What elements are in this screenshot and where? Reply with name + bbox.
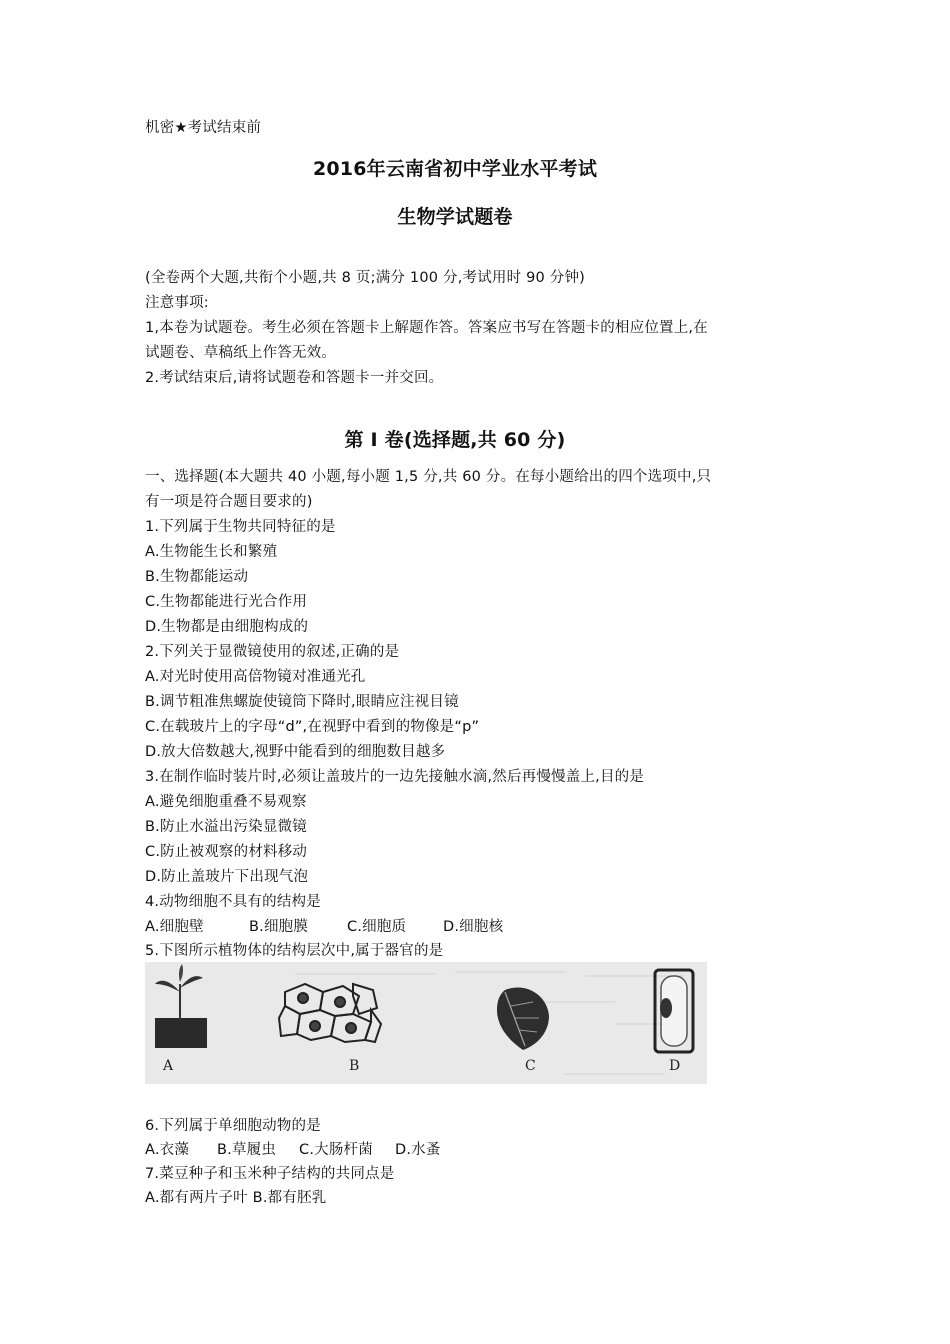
q1-stem: 1.下列属于生物共同特征的是 — [145, 519, 336, 535]
q2-stem: 2.下列关于显微镜使用的叙述,正确的是 — [145, 644, 400, 660]
seedling-illustration — [155, 964, 207, 1048]
q1-option-a: A.生物能生长和繁殖 — [145, 544, 278, 560]
q6-option-b: B.草履虫 — [217, 1142, 277, 1158]
q2-option-b: B.调节粗准焦螺旋使镜筒下降时,眼睛应注视目镜 — [145, 694, 459, 710]
q6-option-d: D.水蚤 — [395, 1142, 441, 1158]
notice-1-line2: 试题卷、草稿纸上作答无效。 — [145, 345, 337, 361]
q3-option-a: A.避免细胞重叠不易观察 — [145, 794, 307, 810]
q2-option-d: D.放大倍数越大,视野中能看到的细胞数目越多 — [145, 744, 446, 760]
exam-summary: (全卷两个大题,共衔个小题,共 8 页;满分 100 分,考试用时 90 分钟) — [145, 270, 586, 286]
q4-option-c: C.细胞质 — [347, 919, 407, 935]
q4-option-a: A.细胞壁 — [145, 919, 204, 935]
q1-option-c: C.生物都能进行光合作用 — [145, 594, 308, 610]
q2-option-c: C.在载玻片上的字母“d”,在视野中看到的物像是“p” — [145, 719, 480, 735]
notice-1-line1: 1,本卷为试题卷。考生必须在答题卡上解题作答。答案应书写在答题卡的相应位置上,在 — [145, 320, 708, 336]
part1-heading: 第 I 卷(选择题,共 60 分) — [344, 429, 566, 451]
notice-2: 2.考试结束后,请将试题卷和答题卡一并交回。 — [145, 370, 444, 386]
q3-option-b: B.防止水溢出污染显微镜 — [145, 819, 307, 835]
q4-option-d: D.细胞核 — [443, 919, 504, 935]
exam-title: 2016年云南省初中学业水平考试 — [312, 158, 598, 180]
figure-label-c: C — [525, 1058, 536, 1074]
secret-mark: 机密★考试结束前 — [145, 120, 262, 136]
plant-cell-illustration — [655, 970, 693, 1052]
q7-options-ab: A.都有两片子叶 B.都有胚乳 — [145, 1190, 327, 1206]
q3-option-d: D.防止盖玻片下出现气泡 — [145, 869, 309, 885]
q1-option-b: B.生物都能运动 — [145, 569, 249, 585]
q4-option-b: B.细胞膜 — [249, 919, 309, 935]
q6-option-a: A.衣藻 — [145, 1142, 190, 1158]
q1-option-d: D.生物都是由细胞构成的 — [145, 619, 309, 635]
part1-instructions-line2: 有一项是符合题目要求的) — [145, 494, 313, 510]
tissue-cells-illustration — [279, 984, 381, 1042]
q3-option-c: C.防止被观察的材料移动 — [145, 844, 308, 860]
part1-instructions-line1: 一、选择题(本大题共 40 小题,每小题 1,5 分,共 60 分。在每小题给出的四个选项中,只 — [145, 469, 712, 485]
q7-stem: 7.菜豆种子和玉米种子结构的共同点是 — [145, 1166, 395, 1182]
figure-label-b: B — [349, 1058, 360, 1074]
q5-stem: 5.下图所示植物体的结构层次中,属于器官的是 — [145, 943, 444, 959]
exam-subtitle: 生物学试题卷 — [397, 206, 513, 228]
q6-stem: 6.下列属于单细胞动物的是 — [145, 1118, 321, 1134]
q6-option-c: C.大肠杆菌 — [299, 1142, 373, 1158]
q3-stem: 3.在制作临时装片时,必须让盖玻片的一边先接触水滴,然后再慢慢盖上,目的是 — [145, 769, 645, 785]
q4-stem: 4.动物细胞不具有的结构是 — [145, 894, 321, 910]
figure-label-a: A — [163, 1058, 174, 1074]
figure-label-d: D — [669, 1058, 681, 1074]
leaf-illustration — [497, 988, 549, 1050]
notice-heading: 注意事项: — [145, 295, 209, 311]
q2-option-a: A.对光时使用高倍物镜对准通光孔 — [145, 669, 366, 685]
plant-structure-figure — [145, 962, 707, 1084]
q6-options — [145, 1140, 441, 1160]
plant-structure-drawing — [145, 962, 707, 1084]
q4-options — [145, 917, 503, 937]
